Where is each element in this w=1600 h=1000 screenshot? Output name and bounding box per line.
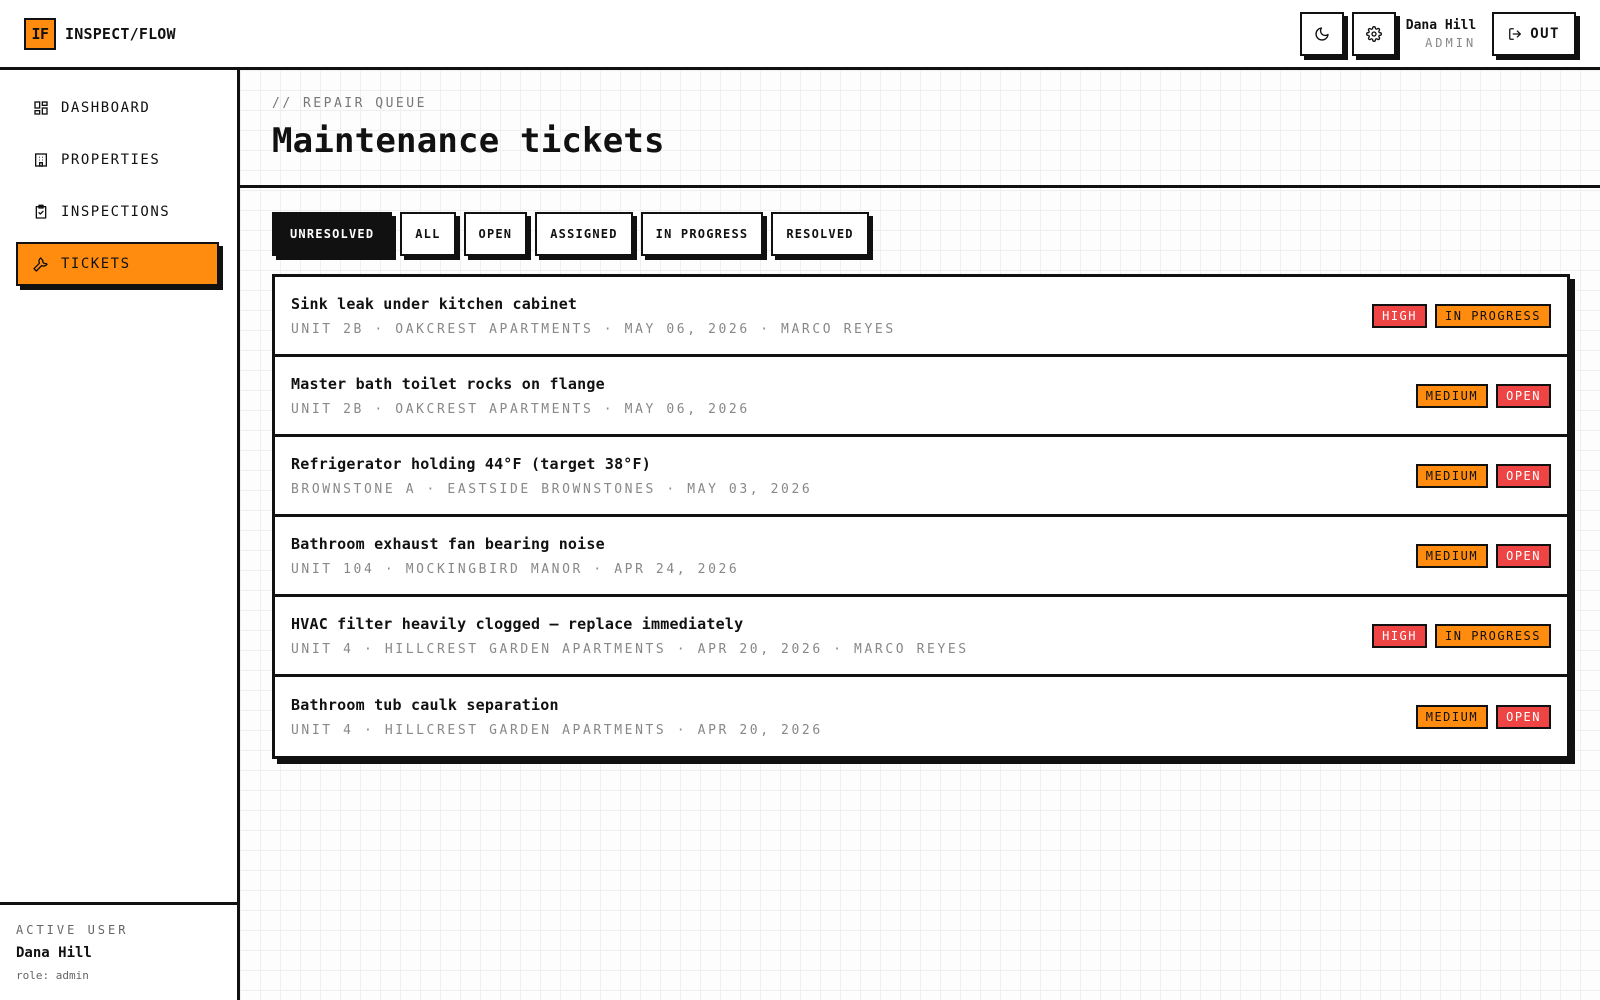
ticket-title: Bathroom tub caulk separation (291, 695, 559, 714)
ticket-row[interactable] (275, 357, 1567, 437)
active-user-name: Dana Hill (16, 945, 92, 961)
ticket-title: HVAC filter heavily clogged — replace immediately (291, 614, 744, 633)
sidebar-nav (0, 70, 237, 286)
ticket-meta: BROWNSTONE A · EASTSIDE BROWNSTONES · MAY 03, 2026 (291, 481, 813, 497)
gear-icon (1366, 26, 1382, 42)
ticket-meta: UNIT 2B · OAKCREST APARTMENTS · MAY 06, 2026 · MARCO REYES (291, 321, 896, 337)
top-right-controls (1300, 0, 1576, 67)
active-user-role: role: admin (16, 969, 89, 982)
sidebar-item-label: DASHBOARD (61, 100, 151, 116)
sidebar-item-properties[interactable] (16, 138, 219, 182)
priority-badge: MEDIUM (1416, 384, 1488, 408)
logout-icon (1508, 27, 1522, 41)
page-header (240, 70, 1600, 188)
ticket-row[interactable] (275, 597, 1567, 677)
sidebar-item-tickets[interactable] (16, 242, 219, 286)
sidebar-item-label: TICKETS (61, 256, 131, 272)
ticket-meta: UNIT 4 · HILLCREST GARDEN APARTMENTS · APR 20, 2026 · MARCO REYES (291, 641, 969, 657)
dashboard-icon (33, 100, 49, 116)
breadcrumb: // REPAIR QUEUE (272, 96, 427, 111)
filter-all-button[interactable]: ALL (400, 212, 455, 256)
ticket-row[interactable] (275, 437, 1567, 517)
filter-open-button[interactable]: OPEN (464, 212, 528, 256)
priority-badge: HIGH (1372, 304, 1427, 328)
priority-badge: MEDIUM (1416, 544, 1488, 568)
filter-in-progress-button[interactable]: IN PROGRESS (641, 212, 764, 256)
app-logo[interactable] (24, 18, 56, 50)
ticket-meta: UNIT 2B · OAKCREST APARTMENTS · MAY 06, 2026 (291, 401, 750, 417)
ticket-row[interactable] (275, 677, 1567, 756)
active-user-panel (0, 902, 237, 1000)
sidebar-item-label: PROPERTIES (61, 152, 161, 168)
theme-toggle-button[interactable] (1300, 12, 1344, 56)
logout-button[interactable] (1492, 12, 1576, 56)
status-badge: OPEN (1496, 544, 1551, 568)
ticket-row[interactable] (275, 277, 1567, 357)
page-title: Maintenance tickets (272, 121, 665, 161)
priority-badge: MEDIUM (1416, 705, 1488, 729)
user-role: ADMIN (1425, 35, 1477, 50)
status-filter-bar (240, 188, 1600, 256)
filter-unresolved-button[interactable]: UNRESOLVED (272, 212, 392, 256)
filter-assigned-button[interactable]: ASSIGNED (535, 212, 632, 256)
sidebar-item-dashboard[interactable] (16, 86, 219, 130)
clipboard-icon (33, 204, 49, 220)
logo-text: IF (31, 24, 49, 43)
top-bar (0, 0, 1600, 70)
ticket-title: Bathroom exhaust fan bearing noise (291, 534, 605, 553)
ticket-list (272, 274, 1570, 759)
status-badge: IN PROGRESS (1435, 624, 1551, 648)
logout-label: OUT (1530, 25, 1560, 42)
ticket-title: Sink leak under kitchen cabinet (291, 294, 578, 313)
app-name: INSPECT/FLOW (65, 24, 176, 43)
wrench-icon (33, 256, 49, 272)
settings-button[interactable] (1352, 12, 1396, 56)
priority-badge: HIGH (1372, 624, 1427, 648)
priority-badge: MEDIUM (1416, 464, 1488, 488)
user-name: Dana Hill (1405, 17, 1477, 33)
status-badge: OPEN (1496, 384, 1551, 408)
sidebar-item-inspections[interactable] (16, 190, 219, 234)
ticket-title: Master bath toilet rocks on flange (291, 374, 605, 393)
ticket-meta: UNIT 4 · HILLCREST GARDEN APARTMENTS · APR 20, 2026 (291, 722, 823, 738)
status-badge: OPEN (1496, 705, 1551, 729)
ticket-meta: UNIT 104 · MOCKINGBIRD MANOR · APR 24, 2026 (291, 561, 740, 577)
moon-icon (1314, 26, 1330, 42)
sidebar (0, 70, 240, 1000)
ticket-row[interactable] (275, 517, 1567, 597)
building-icon (33, 152, 49, 168)
ticket-title: Refrigerator holding 44°F (target 38°F) (291, 454, 651, 473)
status-badge: OPEN (1496, 464, 1551, 488)
sidebar-item-label: INSPECTIONS (61, 204, 171, 220)
user-block (1406, 18, 1476, 50)
main-content (240, 70, 1600, 1000)
status-badge: IN PROGRESS (1435, 304, 1551, 328)
active-user-label: ACTIVE USER (16, 923, 129, 937)
filter-resolved-button[interactable]: RESOLVED (771, 212, 868, 256)
